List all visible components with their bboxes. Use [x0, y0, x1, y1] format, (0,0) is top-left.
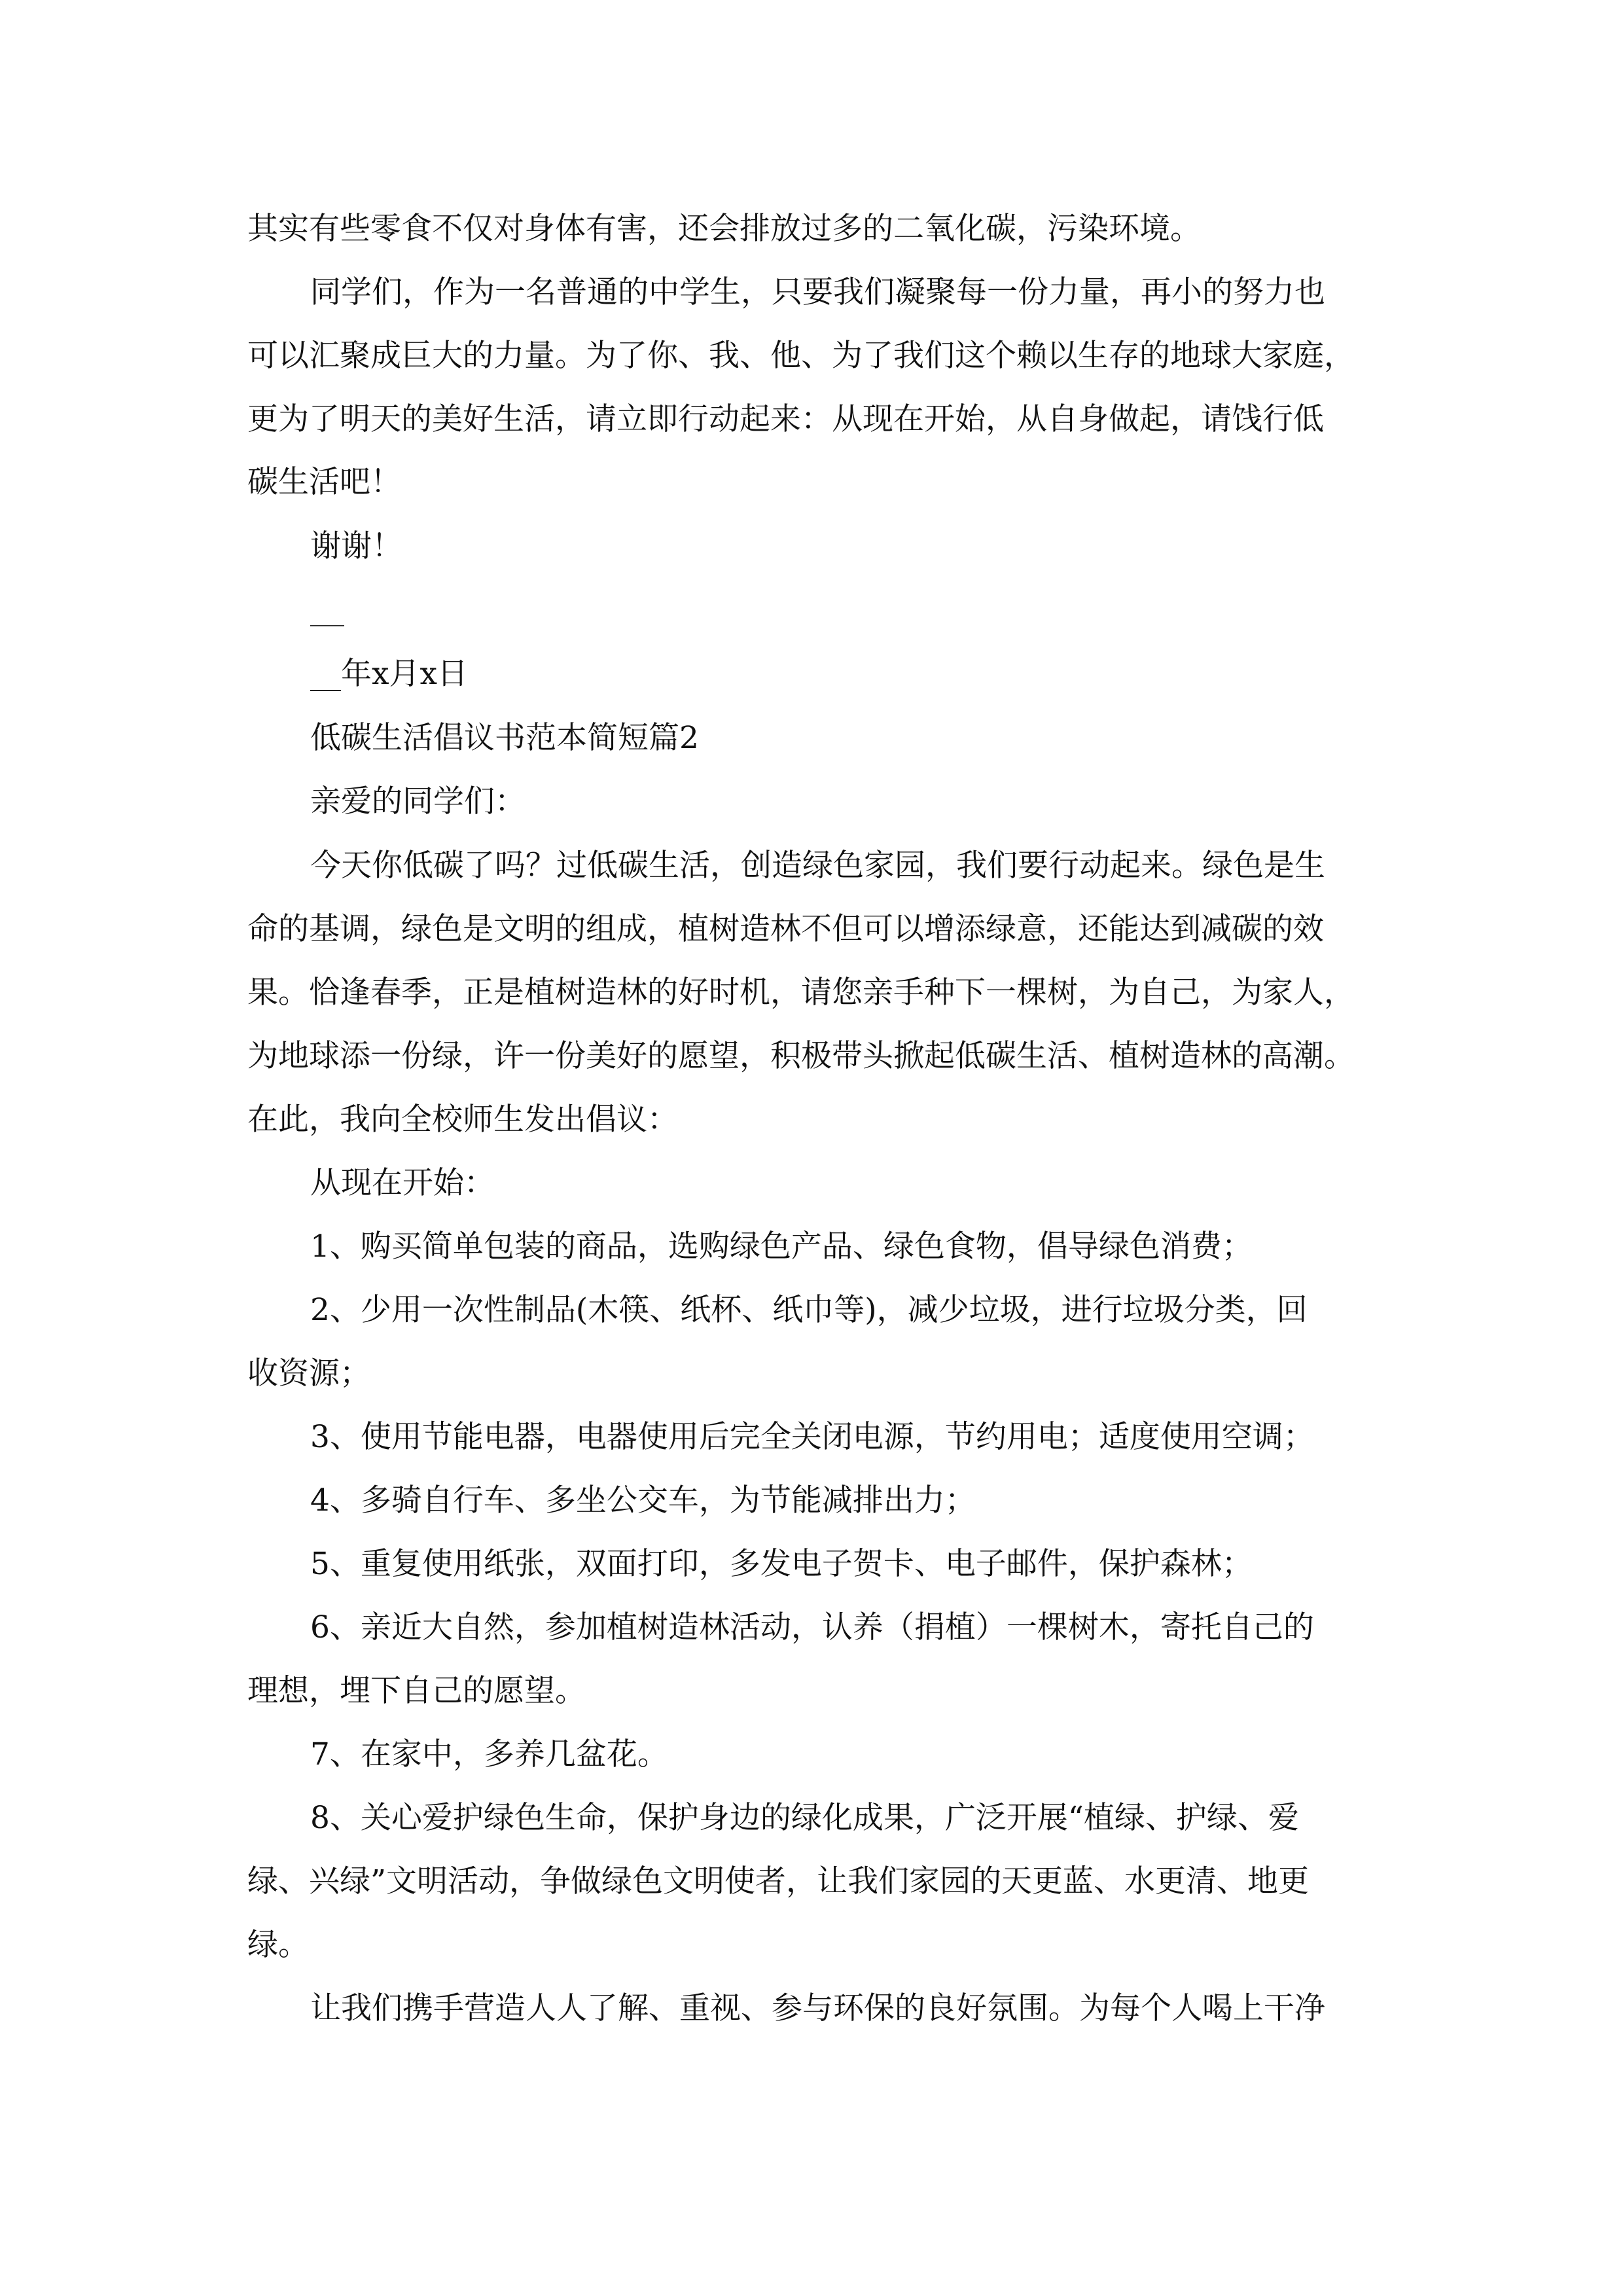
signature-dash	[310, 625, 344, 626]
section-title: 低碳生活倡议书范本简短篇2	[310, 720, 699, 756]
list-item: 6、亲近大自然，参加植树造林活动，认养（捐植）一棵树木，寄托自己的	[310, 1609, 1314, 1645]
salutation: 亲爱的同学们：	[310, 783, 526, 819]
body-line: 果。恰逢春季，正是植树造林的好时机，请您亲手种下一棵树，为自己，为家人，	[247, 975, 1355, 1011]
list-item-continuation: 收资源；	[247, 1355, 370, 1391]
body-line: 其实有些零食不仅对身体有害，还会排放过多的二氧化碳，污染环境。	[247, 211, 1201, 247]
body-line: 在此，我向全校师生发出倡议：	[247, 1102, 678, 1138]
body-line: 为地球添一份绿，许一份美好的愿望，积极带头掀起低碳生活、植树造林的高潮。	[247, 1038, 1355, 1074]
list-item: 1、购买简单包装的商品，选购绿色产品、绿色食物，倡导绿色消费；	[310, 1229, 1253, 1265]
body-line: 从现在开始：	[310, 1165, 495, 1201]
body-line: 命的基调，绿色是文明的组成，植树造林不但可以增添绿意，还能达到减碳的效	[247, 911, 1324, 947]
list-item-continuation: 绿、兴绿”文明活动，争做绿色文明使者，让我们家园的天更蓝、水更清、地更	[247, 1863, 1310, 1899]
list-item: 4、多骑自行车、多坐公交车，为节能减排出力；	[310, 1482, 976, 1518]
list-item: 5、重复使用纸张，双面打印，多发电子贺卡、电子邮件，保护森林；	[310, 1546, 1253, 1582]
list-item-continuation: 绿。	[247, 1927, 309, 1963]
thanks-line: 谢谢！	[310, 528, 402, 564]
list-item: 3、使用节能电器，电器使用后完全关闭电源，节约用电；适度使用空调；	[310, 1419, 1314, 1455]
list-item: 2、少用一次性制品(木筷、纸杯、纸巾等)，减少垃圾，进行垃圾分类，回	[310, 1292, 1308, 1328]
body-line: 同学们，作为一名普通的中学生，只要我们凝聚每一份力量，再小的努力也	[310, 274, 1325, 310]
date-line: __年x月x日	[310, 656, 469, 692]
body-line: 让我们携手营造人人了解、重视、参与环保的良好氛围。为每个人喝上干净	[310, 1990, 1325, 2026]
body-line: 今天你低碳了吗？过低碳生活，创造绿色家园，我们要行动起来。绿色是生	[310, 848, 1325, 884]
body-line: 更为了明天的美好生活，请立即行动起来：从现在开始，从自身做起，请饯行低	[247, 401, 1324, 437]
list-item: 8、关心爱护绿色生命，保护身边的绿化成果，广泛开展“植绿、护绿、爱	[310, 1800, 1299, 1836]
list-item-continuation: 理想，埋下自己的愿望。	[247, 1673, 586, 1709]
body-line: 碳生活吧！	[247, 464, 401, 500]
list-item: 7、在家中，多养几盆花。	[310, 1736, 668, 1772]
body-line: 可以汇聚成巨大的力量。为了你、我、他、为了我们这个赖以生存的地球大家庭，	[247, 338, 1355, 374]
